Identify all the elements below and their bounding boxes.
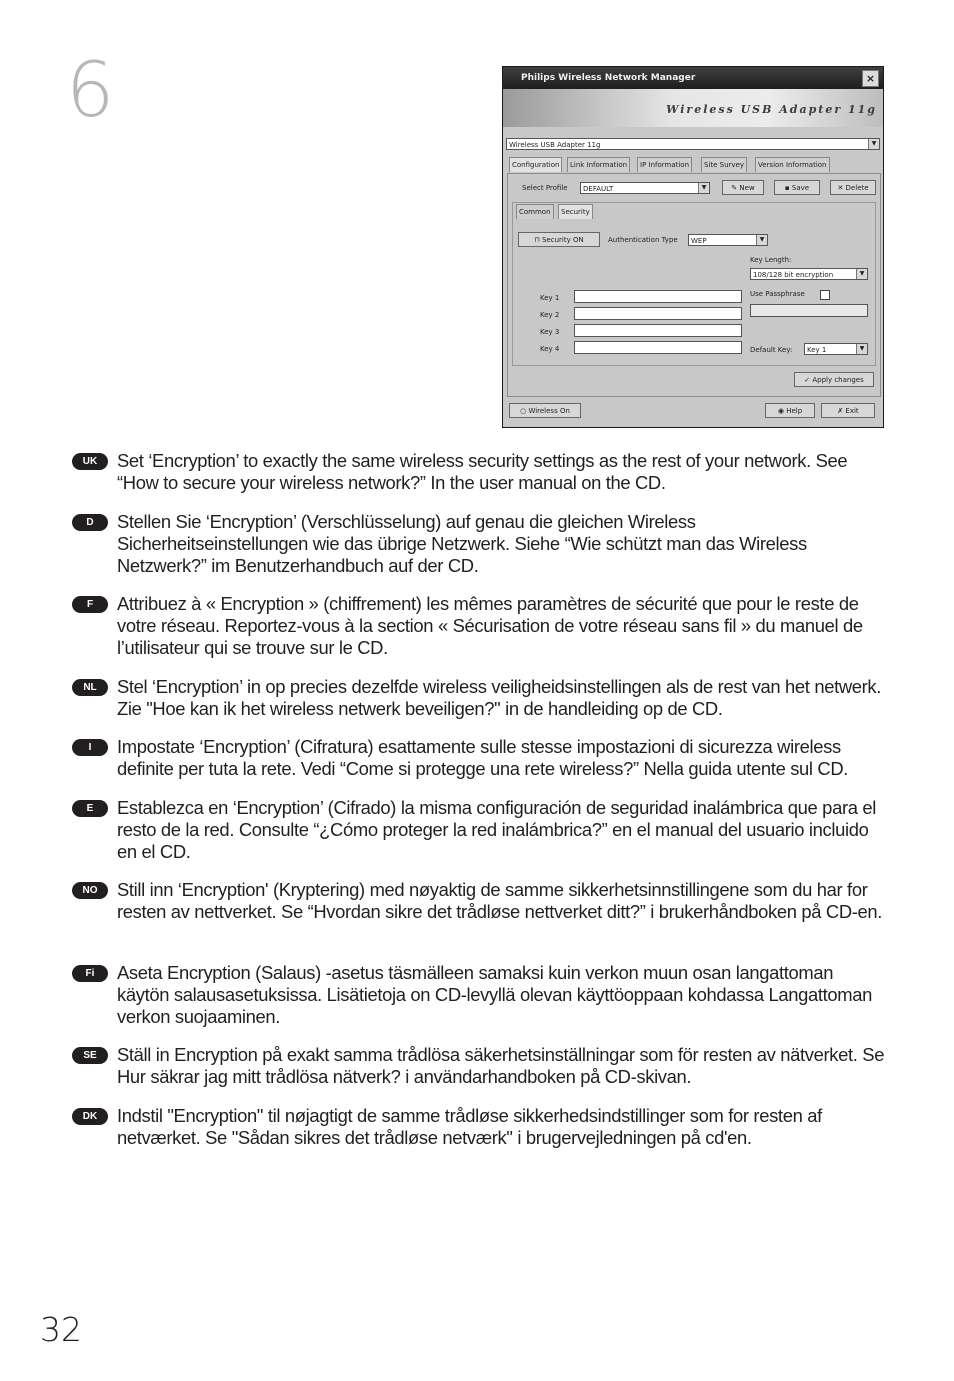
key-4-field[interactable] (574, 341, 742, 354)
tab-ip-information[interactable]: IP Information (637, 157, 692, 172)
language-badge: NO (72, 882, 108, 899)
new-icon: ✎ (731, 184, 738, 192)
new-button[interactable] (722, 180, 764, 195)
use-passphrase-checkbox[interactable] (820, 290, 830, 300)
power-icon: ○ (520, 407, 527, 415)
delete-icon: ✕ (837, 184, 844, 192)
instruction-d (72, 511, 887, 577)
key-length-select[interactable] (750, 268, 868, 280)
instruction-uk (72, 450, 887, 494)
subtab-common[interactable]: Common (516, 204, 554, 219)
instruction-se (72, 1044, 887, 1088)
language-badge: D (72, 514, 108, 531)
instruction-e (72, 797, 887, 863)
save-icon: ▪ (784, 184, 790, 192)
apply-changes-button[interactable] (794, 372, 874, 387)
lock-icon: ⊓ (534, 236, 540, 244)
help-button[interactable] (765, 403, 815, 418)
window-titlebar (503, 67, 883, 89)
auth-type-value: WEP (691, 237, 707, 245)
instruction-i (72, 736, 887, 780)
save-button[interactable] (774, 180, 820, 195)
default-key-label: Default Key: (750, 346, 793, 354)
profile-select[interactable] (580, 182, 710, 194)
help-button-label: Help (786, 407, 803, 415)
key-3-field[interactable] (574, 324, 742, 337)
use-passphrase-label: Use Passphrase (750, 290, 805, 298)
wireless-on-toggle[interactable] (509, 403, 581, 418)
security-on-toggle[interactable] (518, 232, 600, 247)
instruction-no (72, 879, 887, 923)
exit-button[interactable] (821, 403, 875, 418)
instruction-nl (72, 676, 887, 720)
banner-text: Wireless USB Adapter 11g (666, 103, 877, 116)
key-2-label: Key 2 (540, 311, 560, 319)
new-button-label: New (739, 184, 755, 192)
instruction-text: Set ‘Encryption’ to exactly the same wireless security settings as the rest of your network. See “How to secure your wireless network?” In the user manual on the CD. (117, 450, 848, 493)
chevron-down-icon: ▼ (868, 139, 879, 149)
tab-version-information[interactable]: Version Information (755, 157, 830, 172)
key-length-label: Key Length: (750, 256, 792, 264)
language-badge: UK (72, 453, 108, 470)
auth-type-label: Authentication Type (608, 236, 678, 244)
wireless-on-label: Wireless On (528, 407, 570, 415)
instruction-text: Attribuez à « Encryption » (chiffrement) les mêmes paramètres de sécurité que pour le reste de votre réseau. Reportez-vous à la section « Sécurisation de votre réseau sans fil » du manuel de l’utilisateur qui se trouve sur le CD. (117, 593, 863, 658)
delete-button[interactable] (830, 180, 876, 195)
save-button-label: Save (791, 184, 810, 192)
instruction-text: Indstil "Encryption" til nøjagtigt de samme trådløse sikkerhedsindstillinger som for resten af netværket. Se "Sådan sikres det trådløse netværk" i brugervejledningen på cd'en. (117, 1105, 822, 1148)
page-number: 32 (40, 1310, 82, 1349)
help-icon: ◉ (777, 407, 784, 415)
instruction-text: Still inn ‘Encryption' (Kryptering) med nøyaktig de samme sikkerhetsinnstillingene som du har for resten av nettverket. Se “Hvordan sikre det trådløse nettverket ditt?” i brukerhåndboken på CD-en. (117, 879, 883, 922)
instruction-text: Stellen Sie ‘Encryption’ (Verschlüsselung) auf genau die gleichen Wireless Sicherheitseinstellungen wie das übrige Netzwerk. Siehe “Wie schützt man das Wireless Netzwerk?” im Benutzerhandbuch auf der CD. (117, 511, 807, 576)
window-title: Philips Wireless Network Manager (521, 73, 696, 83)
security-on-label: Security ON (541, 236, 584, 244)
instruction-fi (72, 962, 887, 1028)
profile-select-value: DEFAULT (583, 185, 614, 193)
key-2-field[interactable] (574, 307, 742, 320)
exit-button-label: Exit (845, 407, 859, 415)
product-banner (503, 89, 883, 127)
passphrase-field[interactable] (750, 304, 868, 317)
language-badge: SE (72, 1047, 108, 1064)
select-profile-label: Select Profile (522, 184, 568, 192)
default-key-value: Key 1 (807, 346, 827, 354)
language-badge: E (72, 800, 108, 817)
key-3-label: Key 3 (540, 328, 560, 336)
tab-site-survey[interactable]: Site Survey (701, 157, 747, 172)
tab-link-information[interactable]: Link Information (567, 157, 630, 172)
step-number: 6 (66, 45, 115, 134)
instruction-text: Establezca en ‘Encryption’ (Cifrado) la misma configuración de seguridad inalámbrica que para el resto de la red. Consulte “¿Cómo proteger la red inalámbrica?” en el manual del usuario incluido en el CD. (117, 797, 876, 862)
instruction-text: Stel ‘Encryption’ in op precies dezelfde wireless veiligheidsinstellingen als de rest van het netwerk. Zie "Hoe kan ik het wireless netwerk beveiligen?" in de handleiding op de CD. (117, 676, 882, 719)
instruction-text: Aseta Encryption (Salaus) -asetus täsmälleen samaksi kuin verkon muun osan langattoman käytön salausasetuksissa. Lisätietoja on CD-levyllä olevan käyttöoppaan kohdassa Langattoman verkon suojaaminen. (117, 962, 872, 1027)
auth-type-select[interactable] (688, 234, 768, 246)
language-badge: I (72, 739, 108, 756)
language-badge: NL (72, 679, 108, 696)
delete-button-label: Delete (845, 184, 869, 192)
chevron-down-icon: ▼ (856, 344, 867, 354)
chevron-down-icon: ▼ (698, 183, 709, 193)
instruction-text: Impostate ‘Encryption’ (Cifratura) esattamente sulle stesse impostazioni di sicurezza wireless definite per tuta la rete. Vedi “Come si protegge una rete wireless?” Nella guida utente sul CD. (117, 736, 849, 779)
adapter-select[interactable] (506, 138, 880, 150)
adapter-select-value: Wireless USB Adapter 11g (509, 141, 601, 149)
key-length-value: 108/128 bit encryption (753, 271, 834, 279)
subtab-security[interactable]: Security (558, 204, 593, 219)
close-icon[interactable]: × (862, 70, 879, 87)
key-1-label: Key 1 (540, 294, 560, 302)
wireless-manager-screenshot (502, 66, 884, 428)
language-badge: DK (72, 1108, 108, 1125)
instruction-dk (72, 1105, 887, 1149)
instruction-f (72, 593, 887, 659)
instruction-text: Ställ in Encryption på exakt samma trådlösa säkerhetsinställningar som för resten av nätverket. Se Hur säkrar jag mitt trådlösa nätverk? i användarhandboken på CD-skivan. (117, 1044, 885, 1087)
apply-changes-label: Apply changes (812, 376, 864, 384)
chevron-down-icon: ▼ (756, 235, 767, 245)
language-badge: Fi (72, 965, 108, 982)
configuration-panel (507, 173, 881, 397)
tab-configuration[interactable]: Configuration (509, 157, 562, 172)
default-key-select[interactable] (804, 343, 868, 355)
key-1-field[interactable] (574, 290, 742, 303)
key-4-label: Key 4 (540, 345, 560, 353)
chevron-down-icon: ▼ (856, 269, 867, 279)
checkmark-icon: ✓ (804, 376, 811, 384)
language-badge: F (72, 596, 108, 613)
exit-icon: ✗ (837, 407, 844, 415)
